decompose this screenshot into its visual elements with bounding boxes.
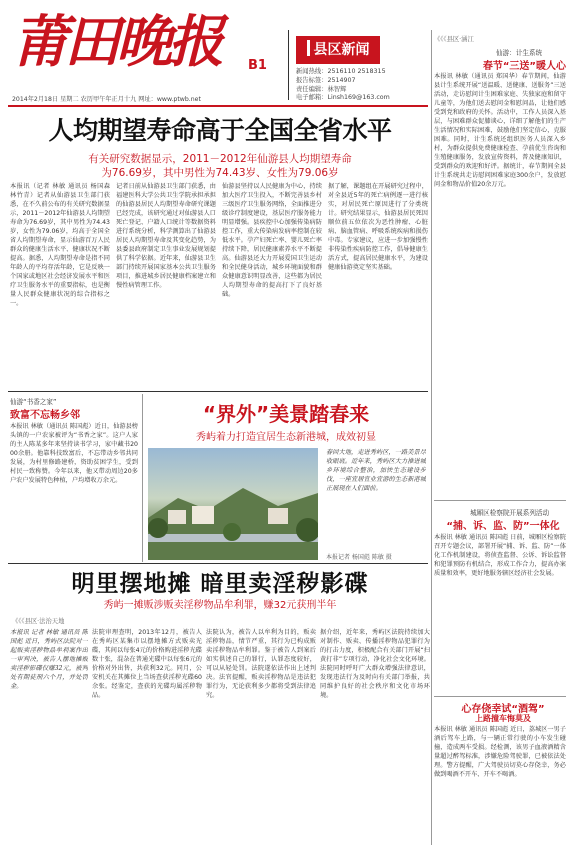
right-story1-headline: 春节“三送”暖人心 bbox=[482, 61, 566, 72]
right-story1-body: 本报讯 林敏（通讯员 郑国华）春节期间，仙游县计生系统开展“送温暖、送健康、送服务”三送活动，走访慰问计生困难家庭、失独家庭和留守儿童等，为他们送去慰问金和慰问品，让他们感受到党和政府的关怀。活动中，工作人员深入基层，与困难群众促膝谈心，详细了解他们的生产生活情况和实际困难，鼓励他们坚定信心，克服困难。同时，计生系统还组织医务人员深入乡村，为群众提供免费健康检查、孕前优生咨询和生殖健康服务，发放宣传资料，普及健康知识，受到群众的欢迎和好评。据统计，春节期间全县计生系统共走访慰问困难家庭300余户，发放慰问金和物品价值20余万元。 bbox=[434, 73, 566, 188]
section-tag: 《《《县区·法治天地 bbox=[12, 618, 65, 625]
info-line: 新闻热线：2516110 2518315 bbox=[296, 68, 386, 75]
story4-body-column: 据介绍，近年来，秀屿区法院持续加大对制作、贩卖、传播淫秽物品犯罪行为的打击力度，积极配合有关部门开展“扫黄打非”专项行动，净化社会文化环境。法院同时呼吁广大群众增强法律意识，发现违法行为及时向有关部门举报，共同维护良好的社会秩序和文化市场环境。 bbox=[320, 629, 430, 699]
lead-body-column: 记者日前从仙游县卫生部门获悉，由福建医科大学公共卫生学院承担承担的仙游县居民人均期望寿命研究课题已经完成，该研究通过对仙游县人口死亡登记、户籍人口统计等数据资料进行系统分析，科学测算出了仙游县居民人均期望寿命及其变化趋势，为县委县政府制定卫生事业发展规划提供了科学依据。近年来，仙游县卫生部门持续开展国家基本公共卫生服务项目，推进城乡居民健康档案建立和慢性病管理工作。 bbox=[116, 183, 216, 289]
story4-body-column: 法院认为，被告人以牟利为目的，贩卖淫秽物品，情节严重，其行为已构成贩卖淫秽物品牟利罪。鉴于被告人到案后如实供述自己的罪行，认罪态度较好，可以从轻处罚。法院遂依法作出上述判决。法官提醒，贩卖淫秽物品是违法犯罪行为，无论获利多少都将受到法律追究。 bbox=[206, 629, 316, 699]
story3-subheadline: 秀屿着力打造宜居生态新港城，成效初显 bbox=[196, 432, 376, 443]
column-divider bbox=[431, 30, 432, 845]
right-story3-body: 本报讯 林敏 通讯员 陈国彪 近日，荔城区一男子酒后驾车上路，与一辆正常行驶的小车发生碰撞，造成两车受损。经检测，该男子血液酒精含量超过醉驾标准，涉嫌危险驾驶罪，已被依法处理。警方提醒，广大驾驶员切莫心存侥幸，务必做到喝酒不开车、开车不喝酒。 bbox=[434, 726, 566, 778]
news-photo bbox=[148, 448, 318, 560]
lead-body-column: 本报讯（记者 林敏 通讯员 杨国森 林竹青）记者从仙游县卫生部门获悉，在不久前公布的有关研究数据显示，2011－2012年仙游县人均期望寿命为76.69岁，其中男性为74.43岁，女性为79.06岁，均高于全国全省人均期望寿命，显示仙游百万人民群众的健康生活水平、健康状况不断提高。据悉，人均期望寿命是指不同年龄人的平均存活年龄，它是反映一个国家或地区社会经济发展水平和医疗卫生服务水平的重要指标，也是衡量人民群众健康状况的综合指标之一。 bbox=[10, 183, 110, 307]
section-tag: 《《《县区·涵江 bbox=[434, 36, 474, 43]
masthead-divider bbox=[288, 30, 289, 100]
section-rule bbox=[8, 391, 428, 392]
section-rule bbox=[8, 563, 428, 564]
column-divider bbox=[142, 394, 143, 562]
info-line: 责任编辑：林智辉 bbox=[296, 85, 347, 93]
right-story3-headline: 心存侥幸试“酒驾” bbox=[461, 704, 545, 715]
lead-subheadline: 有关研究数据显示，2011－2012年仙游县人均期望寿命 bbox=[88, 153, 352, 165]
section-rule bbox=[434, 696, 566, 697]
dateline: 2014年2月18日 星期二 农历甲午年正月十九 网址：www.ptwb.net bbox=[12, 96, 201, 103]
right-story2-body: 本报讯 林敏 通讯员 陈国彪 日前，城厢区检察院召开专题会议，部署开展“捕、诉、监、防”一体化工作机制建设，将侦查监督、公诉、诉讼监督和犯罪预防有机结合，形成工作合力，提高办案质量和效率，更好地服务辖区经济社会发展。 bbox=[434, 534, 566, 577]
section-rule bbox=[434, 500, 566, 501]
right-story1-kicker: 仙游：计生系统 bbox=[496, 49, 543, 57]
story4-body-column: 本报讯 记者 林敏 通讯员 陈国彪 近日，秀屿区法院对一起贩卖淫秽物品牟利案作出一审判决，被告人摆地摊贩卖淫秽影碟仅赚32元，被判处有期徒刑六个月，并处罚金。 bbox=[10, 629, 88, 690]
right-story2-headline: “捕、诉、监、防”一体化 bbox=[446, 521, 560, 532]
lead-body-column: 仙游县坚持以人民健康为中心，持续加大医疗卫生投入，不断完善县乡村三级医疗卫生服务网络，全面推进分级诊疗制度建设，基层医疗服务能力明显增强。县疾控中心加强传染病防控工作，重大传染病发病率控制在较低水平。孕产妇死亡率、婴儿死亡率持续下降，居民健康素养水平不断提高。仙游县还大力开展爱国卫生运动和全民健身活动，城乡环境面貌和群众健康意识明显改善，这些都为居民人均期望寿命的提高打下了良好基础。 bbox=[222, 183, 322, 298]
masthead-rule bbox=[8, 105, 428, 107]
section-title: 县区新闻 bbox=[313, 42, 370, 58]
section-header bbox=[296, 36, 380, 64]
section-bar-icon bbox=[307, 40, 310, 56]
story3-headline: “界外”美景踏春来 bbox=[202, 402, 370, 426]
lead-headline: 人均期望寿命高于全国全省水平 bbox=[48, 116, 392, 145]
info-line: 报告标签：2514907 bbox=[296, 76, 356, 84]
right-story2-kicker: 城厢区检察院开展系列活动 bbox=[470, 509, 550, 517]
story4-body-column: 法院审理查明，2013年12月，被告人在秀屿区某集市以摆地摊方式贩卖光碟，其间以每张4元的价格购进淫秽光碟数十张，混杂在普通光碟中以每张6元的价格对外出售，共获利32元。同月，公安机关在其摊位上当场查获淫秽光碟60余张。经鉴定，查获的光碟均属淫秽物品。 bbox=[92, 629, 202, 699]
info-line: 电子邮箱：Linsh169@163.com bbox=[296, 94, 390, 102]
photo-credit: 本报记者 杨国彪 陈敏 摄 bbox=[326, 554, 392, 561]
lead-body-column: 据了解，课题组在开展研究过程中，对全县近5年的死亡病例逐一进行核实，对居民死亡原因进行了分类统计。研究结果显示，仙游县居民死因顺位前五位依次为恶性肿瘤、心脏病、脑血管病、呼吸系统疾病和损伤中毒。专家建议，应进一步加强慢性非传染性疾病防控工作，倡导健康生活方式，提高居民健康水平，为建设健康仙游奠定坚实基础。 bbox=[328, 183, 428, 271]
story4-subheadline: 秀屿一摊贩涉贩卖淫秽物品牟利罪，赚32元获刑半年 bbox=[103, 600, 337, 611]
right-story3-subheadline: 上路撞车悔莫及 bbox=[475, 714, 531, 723]
page-number: B1 bbox=[248, 58, 267, 73]
story4-headline: 明里摆地摊 暗里卖淫秽影碟 bbox=[71, 571, 369, 597]
newspaper-logo: 莆田晚报 bbox=[12, 9, 220, 75]
story2-kicker: 仙游“书香之家” bbox=[10, 398, 57, 406]
story2-body: 本报讯 林敏（通讯员 陈国彪）近日，仙游县榜头镇的一户农家被评为“书香之家”。这户人家的主人陈某多年来坚持读书学习，家中藏书2000余册。他靠科技致富后，不忘带动乡邻共同发展，为村里修路建桥，资助贫困学生，受到村民一致称赞。今年以来，他又带动周边20多户农户发展特色种植，户均增收万余元。 bbox=[10, 423, 138, 484]
lead-subheadline: 为76.69岁，其中男性为74.43岁、女性为79.06岁 bbox=[101, 167, 339, 179]
story2-headline: 致富不忘畅乡邻 bbox=[10, 410, 80, 421]
story3-body: 春回大地，走进秀屿区，一路美景尽收眼底。近年来，秀屿区大力推进城乡环境综合整治，加快生态建设步伐，一座宜居宜业宜游的生态新港城正展现在人们面前。 bbox=[326, 449, 426, 492]
landscape-photo bbox=[148, 448, 318, 560]
